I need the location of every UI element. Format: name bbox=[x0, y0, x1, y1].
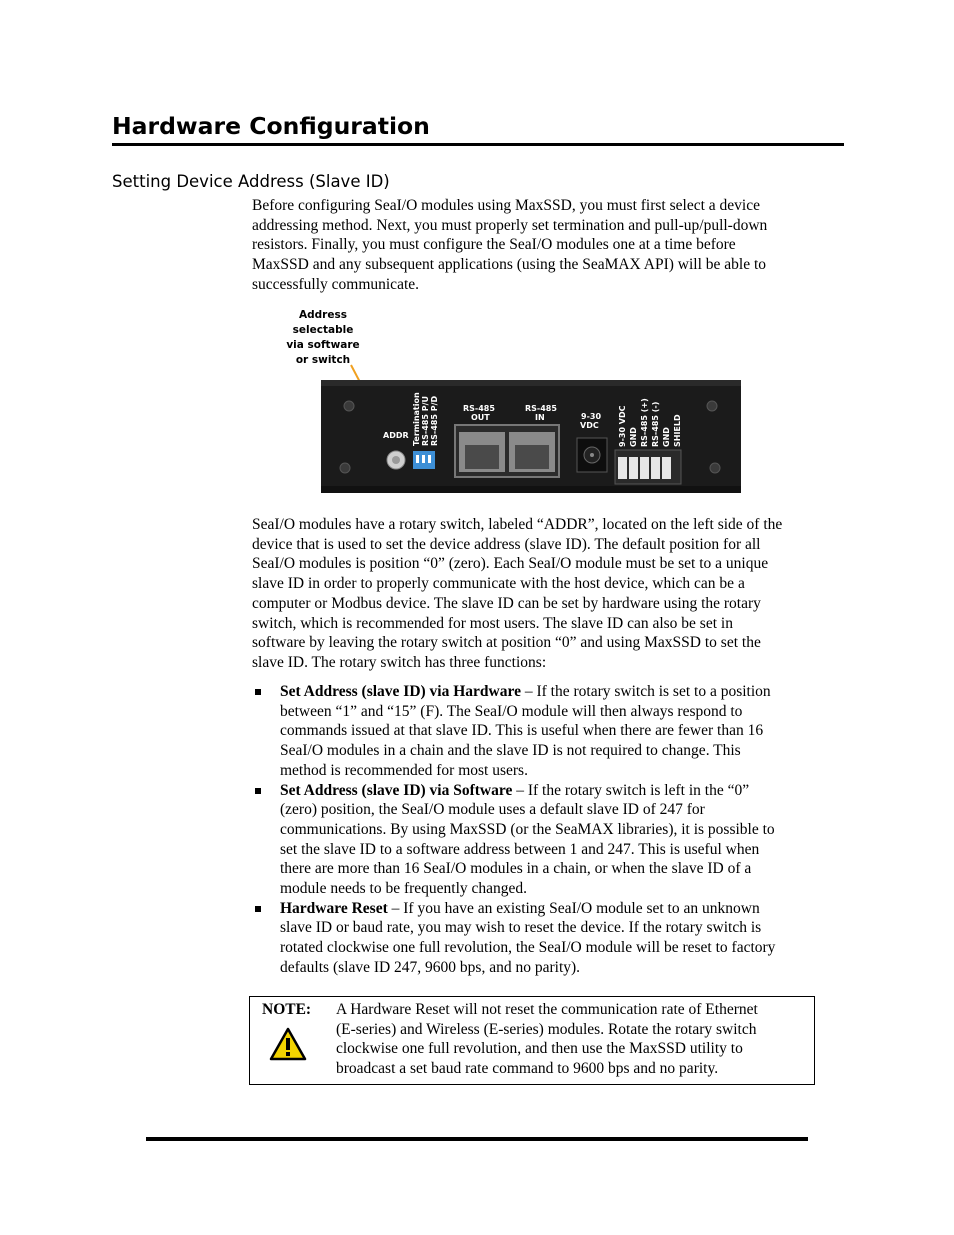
rs485-pd-label: RS-485 P/D bbox=[430, 395, 439, 446]
addr-label: ADDR bbox=[383, 431, 409, 440]
address-callout: Address selectable via software or switch bbox=[286, 309, 360, 366]
terminal-label-1: 9-30 VDC bbox=[618, 405, 627, 447]
rs485-out-label: RS-485 bbox=[463, 404, 495, 413]
section-heading: Setting Device Address (Slave ID) bbox=[112, 172, 390, 191]
page-heading: Hardware Configuration bbox=[112, 110, 844, 146]
list-item: Set Address (slave ID) via Hardware – If the rotary switch is set to a position between “1” and “15” (F). The SeaI/O module will then always respond to commands issued at that slave ID. This is useful when there are fewer than 16 SeaI/O modules in a chain and the slave ID is not required to change. This method is recommended for most users. bbox=[252, 682, 842, 781]
footer-divider bbox=[146, 1137, 808, 1141]
rs485-in-label-2: IN bbox=[535, 413, 545, 422]
vdc-label: 9-30 bbox=[581, 412, 602, 421]
intro-paragraph: Before configuring SeaI/O modules using MaxSSD, you must first select a device addressing method. Next, you must properly set termination and pull-up/pull-down resistors. Finally, you must configure the SeaI/O modules one at a time before MaxSSD and any subsequent applications (using the SeaMAX API) will be able to successfully communicate. bbox=[252, 197, 768, 293]
termination-label: Termination bbox=[412, 392, 421, 446]
warning-icon bbox=[269, 1027, 307, 1061]
bullet-square-icon bbox=[255, 689, 261, 695]
list-item: Hardware Reset – If you have an existing SeaI/O module set to an unknown slave ID or baud rate, you may wish to reset the device. If the rotary switch is rotated clockwise one full revolution, the SeaI/O module will be reset to factory defaults (slave ID 247, 9600 bps, and no parity). bbox=[252, 899, 842, 978]
terminal-label-4: RS-485 (-) bbox=[651, 401, 660, 447]
rotary-functions-list bbox=[252, 682, 842, 978]
vdc-label-2: VDC bbox=[580, 421, 599, 430]
rs485-in-label: RS-485 bbox=[525, 404, 557, 413]
list-item: Set Address (slave ID) via Software – If the rotary switch is left in the “0” (zero) position, the SeaI/O module uses a default slave ID of 247 for communications. By using MaxSSD (or the SeaMAX libraries), it is possible to set the slave ID to a software address between 1 and 247. This is useful when there are more than 16 SeaI/O modules in a chain, or when the slave ID of a module needs to be frequently changed. bbox=[252, 781, 842, 899]
bullet-square-icon bbox=[255, 906, 261, 912]
note-box bbox=[249, 996, 815, 1085]
note-text: A Hardware Reset will not reset the communication rate of Ethernet (E-series) and Wireless (E-series) modules. Rotate the rotary switch clockwise one full revolution, and then use the MaxSSD utility to broadcast a set baud rate command to 9600 bps and no parity. bbox=[336, 1001, 758, 1078]
bullet-square-icon bbox=[255, 788, 261, 794]
rs485-out-label-2: OUT bbox=[471, 413, 490, 422]
terminal-label-6: SHIELD bbox=[673, 414, 682, 447]
terminal-label-2: GND bbox=[629, 427, 638, 447]
terminal-label-3: RS-485 (+) bbox=[640, 398, 649, 447]
note-label: NOTE: bbox=[262, 1001, 312, 1018]
rotary-switch-paragraph: SeaI/O modules have a rotary switch, labeled “ADDR”, located on the left side of the device that is used to set the device address (slave ID). The default position for all SeaI/O modules is position “0” (zero). Each SeaI/O module must be set to a unique slave ID in order to properly communicate with the host device, which can be a computer or Modbus device. The slave ID can be set by hardware using the rotary switch, which is recommended for most users. The slave ID can also be set in software by leaving the rotary switch at position “0” and using MaxSSD to set the slave ID. The rotary switch has three functions: bbox=[252, 516, 783, 671]
terminal-label-5: GND bbox=[662, 427, 671, 447]
rs485-pu-label: RS-485 P/U bbox=[421, 395, 430, 446]
